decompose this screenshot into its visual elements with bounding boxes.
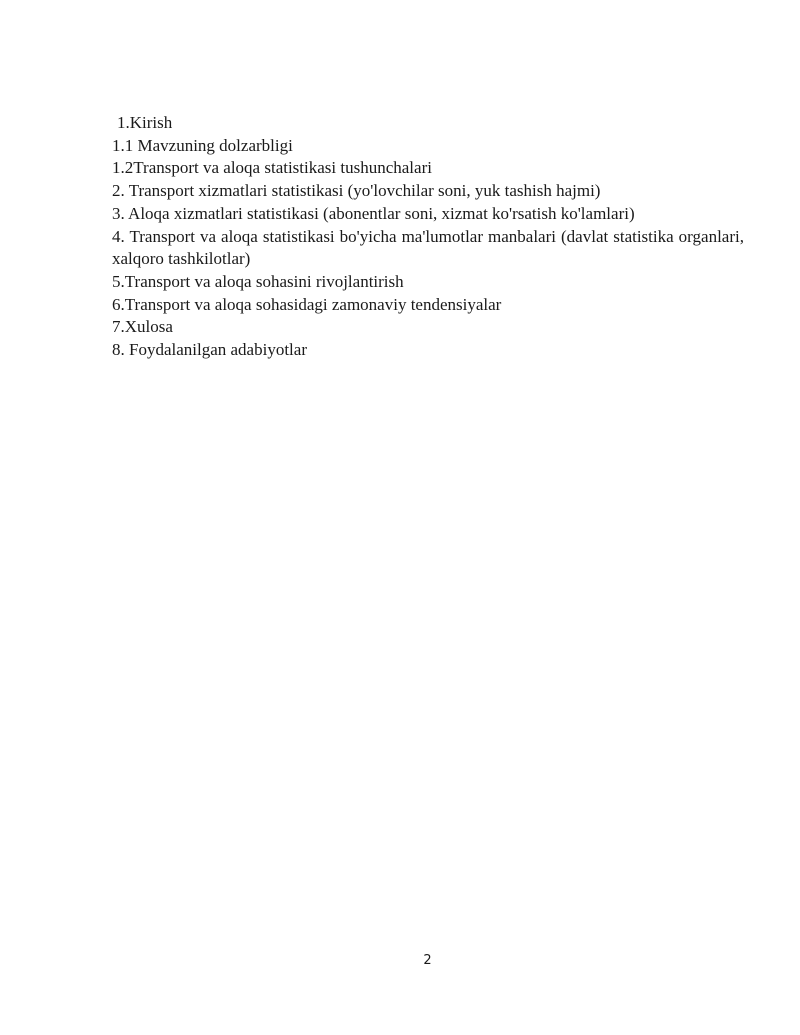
toc-item-concepts: 1.2Transport va aloqa statistikasi tushunchalari <box>112 158 432 178</box>
toc-item-introduction: 1.Kirish <box>117 113 173 132</box>
table-of-contents <box>112 112 744 362</box>
toc-item-transport-services: 2. Transport xizmatlari statistikasi (yo'lovchilar soni, yuk tashish hajmi) <box>112 181 601 201</box>
toc-item-modern-trends: 6.Transport va aloqa sohasidagi zamonaviy tendensiyalar <box>112 294 502 314</box>
page-number: 2 <box>423 953 432 968</box>
toc-item-development: 5.Transport va aloqa sohasini rivojlantirish <box>112 271 404 291</box>
toc-item-relevance: 1.1 Mavzuning dolzarbligi <box>112 135 293 155</box>
toc-item-references: 8. Foydalanilgan adabiyotlar <box>112 340 307 360</box>
toc-item-communication-services: 3. Aloqa xizmatlari statistikasi (abonentlar soni, xizmat ko'rsatish ko'lamlari) <box>112 203 635 223</box>
toc-item-data-sources: 4. Transport va aloqa statistikasi bo'yicha ma'lumotlar manbalari (davlat statistika organlari, xalqoro tashkilotlar) <box>112 226 744 269</box>
toc-item-conclusion: 7.Xulosa <box>112 317 173 337</box>
